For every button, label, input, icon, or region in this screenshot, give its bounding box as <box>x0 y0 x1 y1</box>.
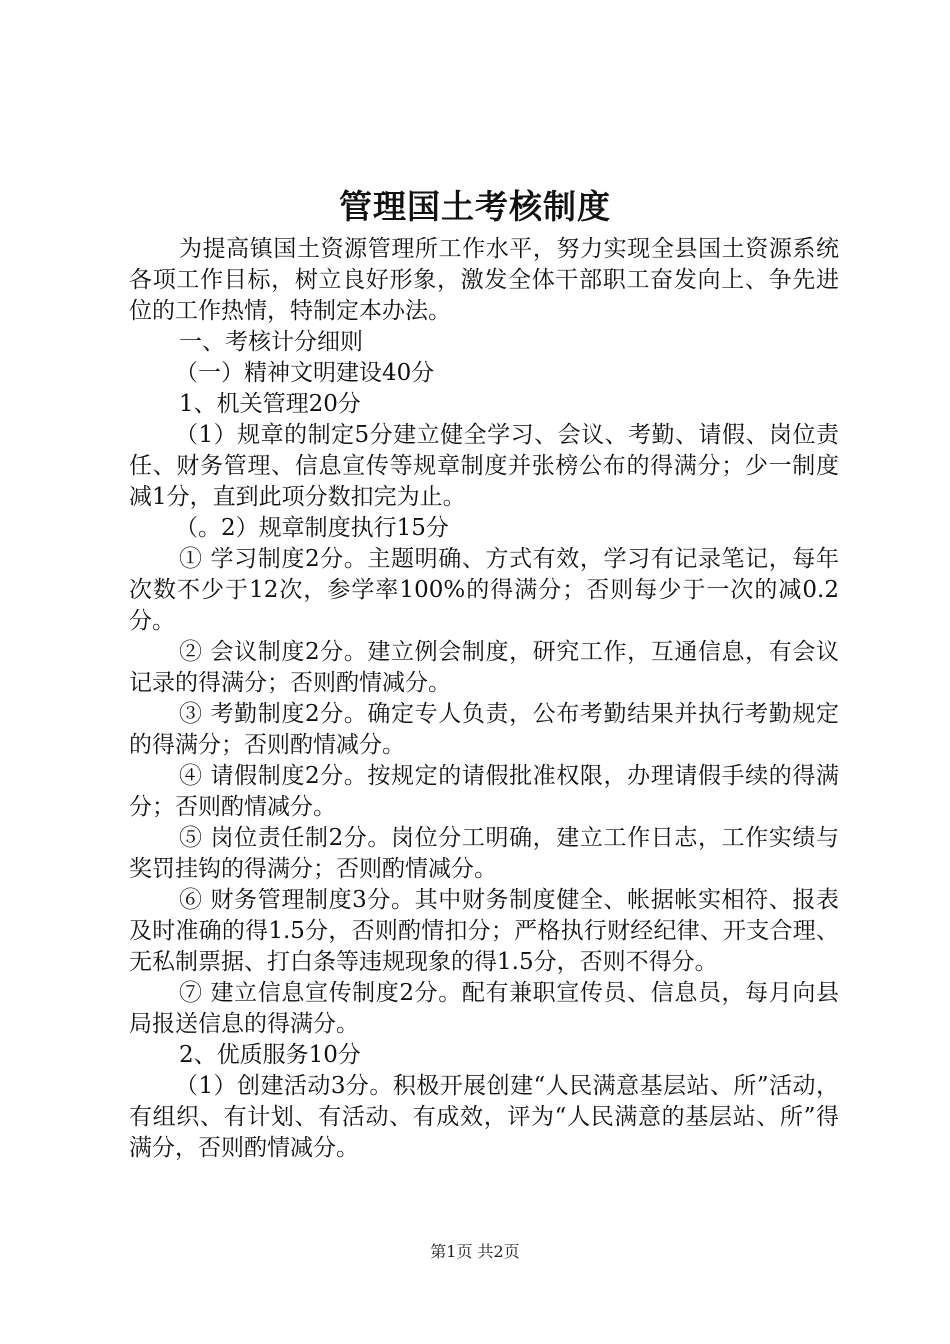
subsection-heading: （一）精神文明建设40分 <box>175 360 435 386</box>
paragraph-post-responsibility: ⑤ 岗位责任制2分。岗位分工明确，建立工作日志，工作实绩与奖罚挂钩的得满分；否则酌情减分。 <box>129 825 839 882</box>
paragraph-rules-execution-heading: （。2）规章制度执行15分 <box>175 515 449 541</box>
paragraph-meeting-system: ② 会议制度2分。建立例会制度，研究工作，互通信息，有会议记录的得满分；否则酌情减分。 <box>129 639 839 696</box>
paragraph-attendance-system: ③ 考勤制度2分。确定专人负责，公布考勤结果并执行考勤规定的得满分；否则酌情减分。 <box>129 701 839 758</box>
paragraph-leave-system: ④ 请假制度2分。按规定的请假批准权限，办理请假手续的得满分；否则酌情减分。 <box>129 763 839 820</box>
section-heading: 一、考核计分细则 <box>179 329 363 355</box>
item-heading: 1、机关管理20分 <box>179 391 361 417</box>
paragraph-intro: 为提高镇国土资源管理所工作水平，努力实现全县国土资源系统各项工作目标，树立良好形象，激发全体干部职工奋发向上、争先进位的工作热情，特制定本办法。 <box>129 236 839 324</box>
paragraph-info-publicity: ⑦ 建立信息宣传制度2分。配有兼职宣传员、信息员，每月向县局报送信息的得满分。 <box>129 980 839 1037</box>
paragraph-study-system: ① 学习制度2分。主题明确、方式有效，学习有记录笔记，每年次数不少于12次，参学率100%的得满分；否则每少于一次的减0.2分。 <box>129 546 839 634</box>
document-title: 管理国土考核制度 <box>339 187 611 226</box>
item-heading-service: 2、优质服务10分 <box>179 1042 361 1068</box>
document-body <box>129 234 839 1164</box>
page-footer: 第1页 共2页 <box>430 1242 520 1261</box>
paragraph-finance-system: ⑥ 财务管理制度3分。其中财务制度健全、帐据帐实相符、报表及时准确的得1.5分，否则酌情扣分；严格执行财经纪律、开支合理、无私制票据、打白条等违规现象的得1.5分，否则不得分。 <box>129 887 839 975</box>
paragraph-creation-activity: （1）创建活动3分。积极开展创建“人民满意基层站、所”活动，有组织、有计划、有活动、有成效，评为“人民满意的基层站、所”得满分，否则酌情减分。 <box>129 1073 839 1161</box>
paragraph-rules-formulation: （1）规章的制定5分建立健全学习、会议、考勤、请假、岗位责任、财务管理、信息宣传等规章制度并张榜公布的得满分；少一制度减1分，直到此项分数扣完为止。 <box>129 422 839 510</box>
